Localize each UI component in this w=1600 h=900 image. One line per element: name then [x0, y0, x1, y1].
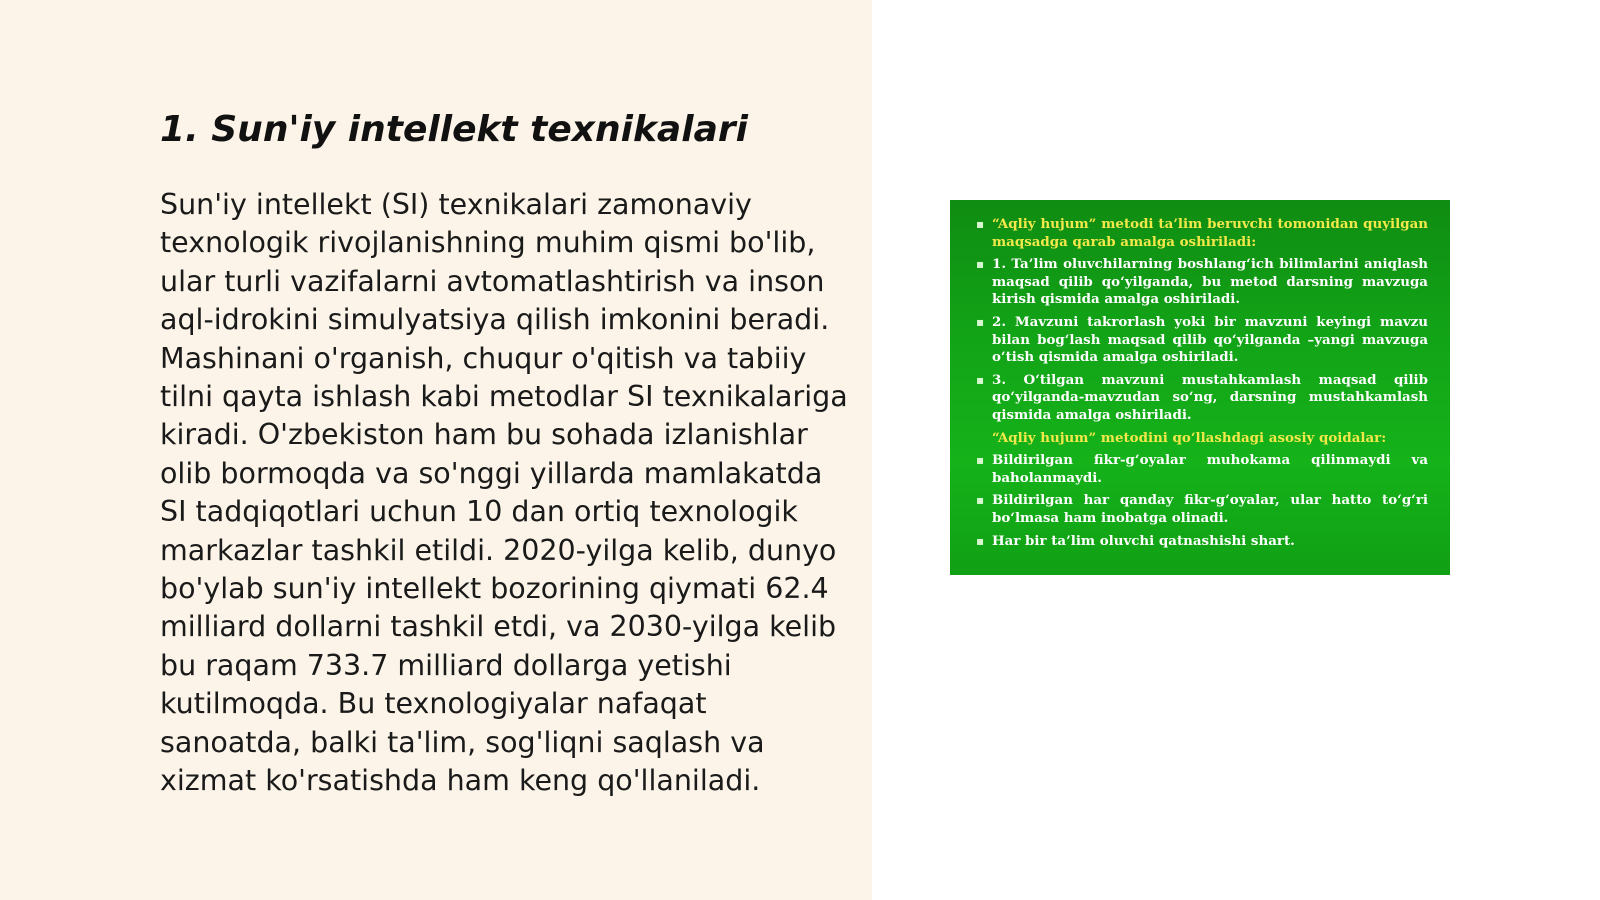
- image-item-text: Har bir ta’lim oluvchi qatnashishi shart.: [992, 532, 1295, 549]
- image-item-text: “Aqliy hujum” metodini qo‘llashdagi asosiy qoidalar:: [992, 429, 1387, 446]
- bullet-icon: ▪: [976, 493, 985, 508]
- slide-title: 1. Sun'iy intellekt texnikalari: [160, 109, 748, 150]
- bullet-icon: ▪: [976, 314, 985, 329]
- image-item-7: [972, 533, 1428, 551]
- image-item-6: [972, 492, 1428, 527]
- bullet-icon: ▪: [976, 257, 985, 272]
- bullet-icon: ▪: [976, 453, 985, 468]
- bullet-icon: ▪: [976, 533, 985, 548]
- image-item-text: 3. O‘tilgan mavzuni mustahkamlash maqsad qilib qo‘yilganda-mavzudan so‘ng, darsning mustahkamlash qismida amalga oshiriladi.: [992, 371, 1428, 423]
- image-item-text: Bildirilgan har qanday fikr-g‘oyalar, ular hatto to‘g‘ri bo‘lmasa ham inobatga olinadi.: [992, 492, 1428, 526]
- image-item-text: Bildirilgan fikr-g‘oyalar muhokama qilinmaydi va baholanmaydi.: [992, 452, 1428, 486]
- image-item-5: [972, 452, 1428, 487]
- image-item-0: [972, 216, 1428, 251]
- image-item-text: “Aqliy hujum” metodi ta’lim beruvchi tomonidan quyilgan maqsadga qarab amalga oshiriladi:: [992, 216, 1428, 250]
- image-item-1: [972, 256, 1428, 309]
- bullet-icon: ▪: [976, 217, 985, 231]
- image-item-4: [972, 430, 1428, 448]
- slide-body-text: Sun'iy intellekt (SI) texnikalari zamonaviy texnologik rivojlanishning muhim qismi bo'lib, ular turli vazifalarni avtomatlashtirish va inson aql-idrokini simulyatsiya qilish imkonini beradi. Mashinani o'rganish, chuqur o'qitish va tabiiy tilni qayta ishlash kabi metodlar SI texnikalariga kiradi. O'zbekiston ham bu sohada izlanishlar olib bormoqda va so'nggi yillarda mamlakatda SI tadqiqotlari uchun 10 dan ortiq texnologik markazlar tashkil etildi. 2020-yilga kelib, dunyo bo'ylab sun'iy intellekt bozorining qiymati 62.4 milliard dollarni tashkil etdi, va 2030-yilga kelib bu raqam 733.7 milliard dollarga yetishi kutilmoqda. Bu texnologiyalar nafaqat sanoatda, balki ta'lim, sog'liqni saqlash va xizmat ko'rsatishda ham keng qo'llaniladi.: [160, 188, 848, 798]
- image-item-3: [972, 372, 1428, 425]
- image-item-text: 1. Ta’lim oluvchilarning boshlang‘ich bilimlarini aniqlash maqsad qilib qo‘yilganda, bu metod darsning mavzuga kirish qismida amalga oshiriladi.: [992, 256, 1428, 308]
- image-item-text: 2. Mavzuni takrorlash yoki bir mavzuni keyingi mavzu bilan bog‘lash maqsad qilib qo‘yilganda –yangi mavzuga o‘tish qismida amalga oshiriladi.: [992, 313, 1428, 366]
- image-item-2: [972, 314, 1428, 367]
- aqliy-hujum-image: [950, 200, 1450, 575]
- bullet-icon: ▪: [976, 372, 985, 387]
